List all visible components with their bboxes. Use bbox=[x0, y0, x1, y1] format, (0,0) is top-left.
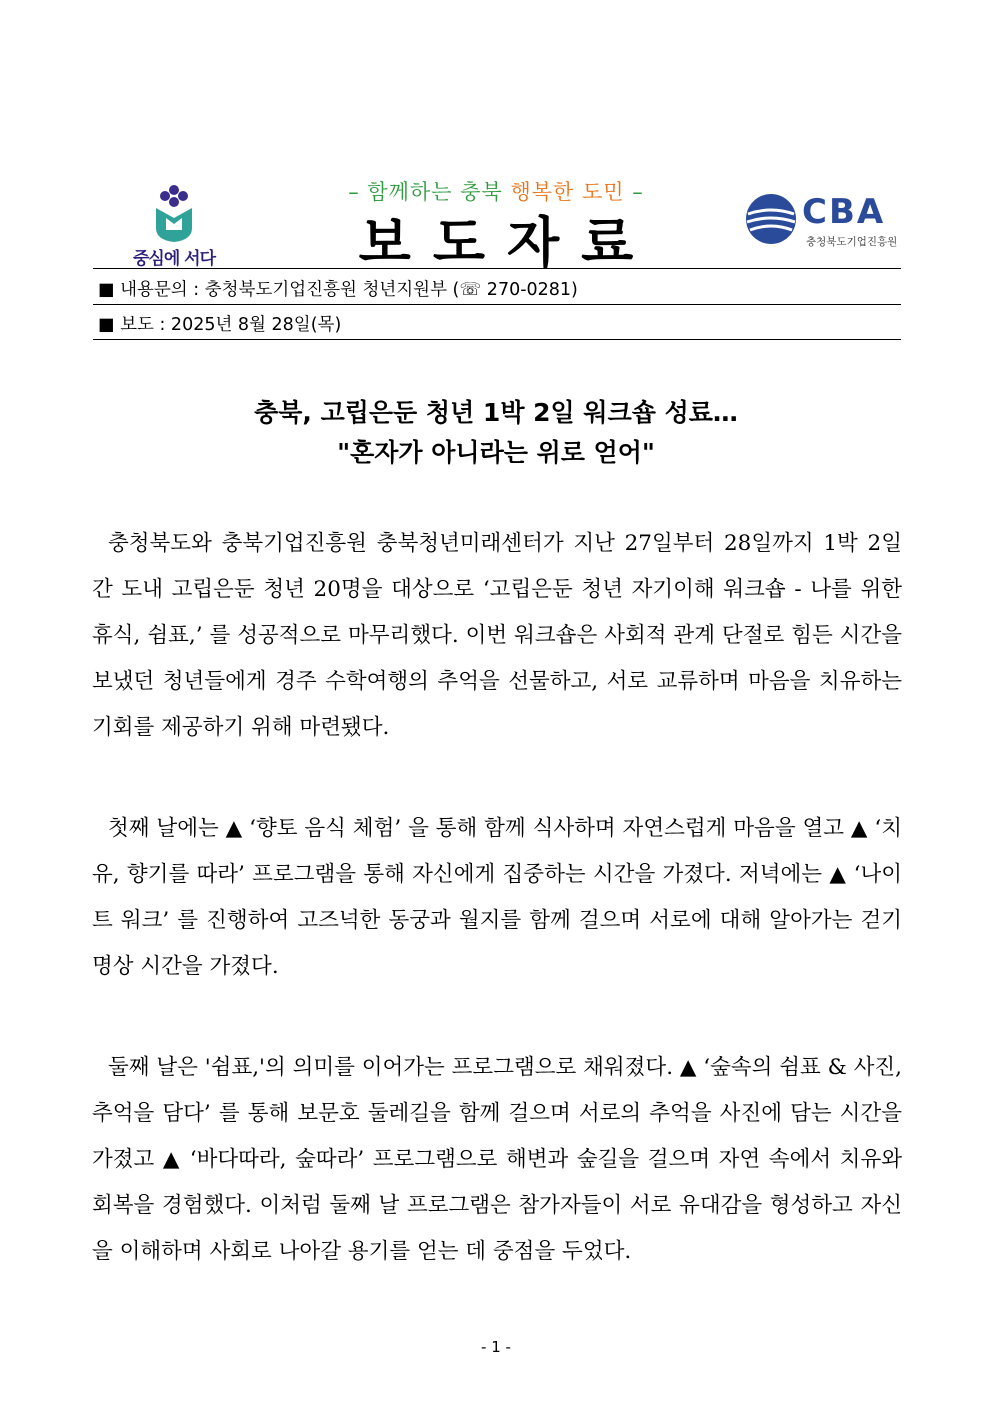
paragraph-1: 충청북도와 충북기업진흥원 충북청년미래센터가 지난 27일부터 28일까지 1박 2일간 도내 고립은둔 청년 20명을 대상으로 ‘고립은둔 청년 자기이해 워크숍 - 나를 위한 휴식, 쉼표,’ 를 성공적으로 마무리했다. 이번 워크숍은 사회적 관계 단절로 힘든 시간을 보냈던 청년들에게 경주 수학여행의 추억을 선물하고, 서로 교류하며 마음을 치유하는 기회를 제공하기 위해 마련됐다. bbox=[92, 531, 902, 740]
headline-line1: 충북, 고립은둔 청년 1박 2일 워크숍 성료… bbox=[254, 398, 738, 427]
page-number: - 1 - bbox=[481, 1338, 511, 1356]
globe-icon bbox=[744, 192, 798, 246]
paragraph-2: 첫째 날에는 ▲ ‘향토 음식 체험’ 을 통해 함께 식사하며 자연스럽게 마음을 열고 ▲ ‘치유, 향기를 따라’ 프로그램을 통해 자신에게 집중하는 시간을 가졌다. 저녁에는 ▲ ‘나이트 워크’ 를 진행하여 고즈넉한 동궁과 월지를 함께 걸으며 서로에 대해 알아가는 걷기명상 시간을 가졌다. bbox=[92, 816, 902, 979]
headline-line2: "혼자가 아니라는 위로 얻어" bbox=[337, 438, 655, 467]
cba-logo bbox=[744, 192, 914, 252]
slogan-dash-right: – bbox=[624, 180, 644, 204]
press-release-title: 보도자료 bbox=[358, 210, 656, 274]
contact-info: ■ 내용문의 : 충청북도기업진흥원 청년지원부 (☏ 270-0281) bbox=[98, 280, 578, 300]
slogan-part1: 함께하는 충북 bbox=[367, 180, 503, 204]
slogan-part2: 행복한 도민 bbox=[510, 180, 625, 204]
slogan-dash-left: – bbox=[348, 180, 368, 204]
paragraph-3: 둘째 날은 '쉼표,'의 의미를 이어가는 프로그램으로 채워졌다. ▲ ‘숲속의 쉼표 & 사진, 추억을 담다’ 를 통해 보문호 둘레길을 함께 걸으며 서로의 추억을 사진에 담는 시간을 가졌고 ▲ ‘바다따라, 숲따라’ 프로그램으로 해변과 숲길을 걸으며 자연 속에서 치유와 회복을 경험했다. 이처럼 둘째 날 프로그램은 참가자들이 서로 유대감을 형성하고 자신을 이해하며 사회로 나아갈 용기를 얻는 데 중점을 두었다. bbox=[92, 1055, 902, 1264]
cba-brand-sub: 충청북도기업진흥원 bbox=[806, 236, 898, 248]
divider-top bbox=[93, 268, 901, 269]
divider-bottom bbox=[93, 339, 901, 340]
release-date: ■ 보도 : 2025년 8월 28일(목) bbox=[98, 315, 342, 335]
chungbuk-emblem-icon bbox=[146, 182, 202, 244]
divider-middle bbox=[93, 304, 901, 305]
left-logo-text: 중심에 서다 bbox=[132, 249, 216, 269]
chungbuk-logo bbox=[124, 182, 224, 272]
cba-brand: CBA bbox=[802, 192, 886, 232]
